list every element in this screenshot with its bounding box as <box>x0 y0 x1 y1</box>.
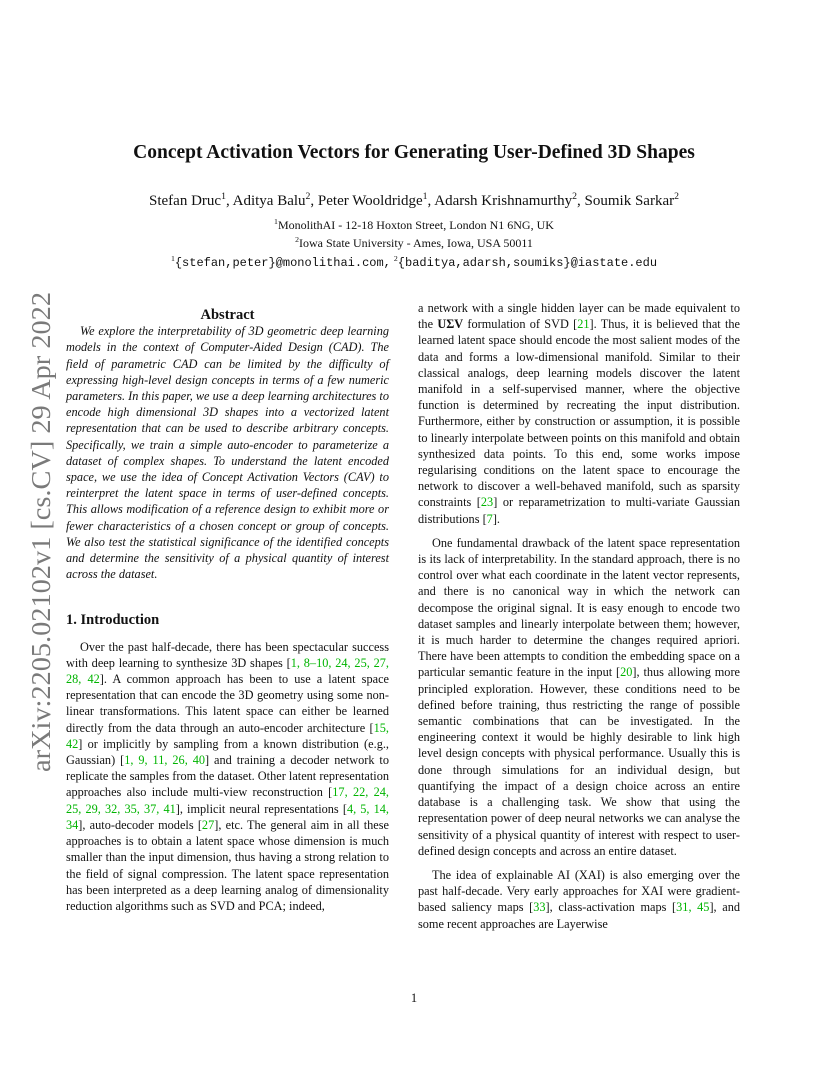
section-heading-introduction: 1. Introduction <box>66 612 160 629</box>
abstract-text: We explore the interpretability of 3D geometric deep learning models in the context of Computer-Aided Design (CAD). The field of parametric CAD can be limited by the difficulty of expressing high-level design concepts in terms of a few numeric parameters. In this paper, we use a deep learning architectures to encode high dimensional 3D shapes into a vectorized latent representation that can be used to describe arbitrary concepts. Specifically, we train a simple auto-encoder to parameterize a dataset of complex shapes. To understand the latent encoded space, we use the idea of Concept Activation Vectors (CAV) to reinterpret the latent space in terms of user-defined concepts. This allows modification of a reference design to exhibit more or fewer characteristics of a chosen concept or group of concepts. We also test the statistical significance of the identified concepts and determine the sensitivity of a physical quantity of interest across the dataset. <box>66 324 389 582</box>
author-name: Adarsh Krishnamurthy <box>434 193 573 209</box>
intro-paragraph-2: One fundamental drawback of the latent space representation is its lack of interpretability. In the standard approach, there is no control over what each coordinate in the latent vector represents, and there is no canonical way in which the network can decompose the original signal. It is easy enough to encode two dataset samples and linearly interpolate between them; however, it is much harder to determine the changes required apriori. There have been attempts to condition the embedding space on a particular semantic feature in the input [20], thus allowing more principled exploration. However, these conditions need to be defined before training, thus restricting the range of possible semantic combinations that can be investigated. In the engineering context it would be highly desirable to link high level design concepts with physical performance. Usually this is done through simulations for an individual design, but quantifying the impact of a design choice across an entire database is a challenging task. We show that using the representation power of deep neural networks we can analyse the sensitivity of a physical quantity of interest with respect to user-defined design concepts and across an entire dataset. <box>418 535 740 858</box>
citation-link[interactable]: 20 <box>620 665 633 680</box>
citation-link[interactable]: 15, 42 <box>66 720 389 751</box>
left-column <box>66 307 389 914</box>
arxiv-identifier: arXiv:2205.02102v1 [cs.CV] 29 Apr 2022 <box>26 314 56 772</box>
author-name: Soumik Sarkar <box>584 193 675 209</box>
paper-title: Concept Activation Vectors for Generating User-Defined 3D Shapes <box>133 142 695 163</box>
citation-link[interactable]: 17, 22, 24, 25, 29, 32, 35, 37, 41 <box>66 785 390 816</box>
email-mark: 2 <box>393 254 398 263</box>
author-name: Peter Wooldridge <box>317 193 423 209</box>
citation-link[interactable]: 21 <box>577 317 590 332</box>
citation-link[interactable]: 33 <box>533 900 546 915</box>
author-affiliation-mark: 1 <box>221 191 226 202</box>
svd-symbol: UΣV <box>437 317 464 332</box>
abstract-heading: Abstract <box>200 307 255 323</box>
email-group-2: {baditya,adarsh,soumiks}@iastate.edu <box>397 256 658 270</box>
author-affiliation-mark: 2 <box>572 191 578 202</box>
author-separator: , <box>427 193 435 209</box>
author-separator: , <box>310 193 318 209</box>
right-column <box>418 300 740 932</box>
author-affiliation-mark: 2 <box>674 191 679 202</box>
author-list <box>0 193 828 210</box>
intro-paragraph-1: Over the past half-decade, there has been spectacular success with deep learning to synthesize 3D shapes [1, 8–10, 24, 25, 27, 28, 42]. A common approach has been to use a latent space representation that can encode the 3D geometry using some non-linear transformations. This latent space can either be learned directly from the data through an auto-encoder architecture [15, 42] or implicitly by sampling from a known distribution (e.g., Gaussian) [1, 9, 11, 26, 40] and training a decoder network to replicate the samples from the dataset. Other latent representation approaches also include multi-view reconstruction [17, 22, 24, 25, 29, 32, 35, 37, 41], implicit neural representations [4, 5, 14, 34], auto-decoder models [27], etc. The general aim in all these approaches is to obtain a latent space whose dimension is much smaller than the input dimension, thus having a strong relation to the field of signal compression. The latent space representation has been interpreted as a deep learning analog of dimensionality reduction algorithms such as SVD and PCA; indeed, <box>66 639 390 913</box>
author-name: Stefan Druc <box>149 193 222 209</box>
affiliation-mark: 1 <box>274 217 278 226</box>
affiliation-mark: 2 <box>295 235 300 244</box>
citation-link[interactable]: 1, 8–10, 24, 25, 27, 28, 42 <box>66 655 389 687</box>
email-mark: 1 <box>170 254 175 263</box>
affiliation-1 <box>0 218 828 233</box>
citation-link[interactable]: 31, 45 <box>676 900 710 915</box>
intro-paragraph-continued: a network with a single hidden layer can be made equivalent to the UΣV formulation of SVD [21]. Thus, it is believed that the learned latent space should encode the most salient modes of the data and forms a low-dimensional manifold. Similar to their classical analogs, deep learning models discover the latent manifold in a self-supervised manner, where the objective function is determined by recreating the input distribution. Furthermore, either by construction or assumption, it is possible to linearly interpolate between points on this manifold and obtain synthesized data points. To this end, some works impose regularising conditions on the latent space to encourage the network to discover a well-behaved manifold, such as sparsity constraints [23] or reparametrization to multi-variate Gaussian distributions [7]. <box>418 301 741 526</box>
citation-link[interactable]: 27 <box>201 817 215 832</box>
citation-link[interactable]: 4, 5, 14, 34 <box>66 801 389 832</box>
email-group-1: {stefan,peter}@monolithai.com, <box>174 256 391 270</box>
citation-link[interactable]: 1, 9, 11, 26, 40 <box>124 753 206 768</box>
citation-link[interactable]: 7 <box>486 511 493 526</box>
affiliation-text: MonolithAI - 12-18 Hoxton Street, London N1 6NG, UK <box>277 218 554 232</box>
author-separator: , <box>577 193 585 209</box>
affiliation-text: Iowa State University - Ames, Iowa, USA 50011 <box>299 236 533 250</box>
author-emails <box>0 255 828 270</box>
arxiv-sidebar-stamp <box>10 280 62 780</box>
author-name: Aditya Balu <box>232 193 306 209</box>
affiliation-2 <box>0 236 828 251</box>
author-affiliation-mark: 1 <box>422 191 428 202</box>
author-affiliation-mark: 2 <box>305 191 311 202</box>
citation-link[interactable]: 23 <box>480 495 494 510</box>
intro-paragraph-3: The idea of explainable AI (XAI) is also emerging over the past half-decade. Very early approaches for XAI were gradient-based saliency maps [33], class-activation maps [31, 45], and some recent approaches are Layerwise <box>418 867 741 931</box>
author-separator: , <box>225 193 233 209</box>
page-number: 1 <box>410 991 418 1005</box>
